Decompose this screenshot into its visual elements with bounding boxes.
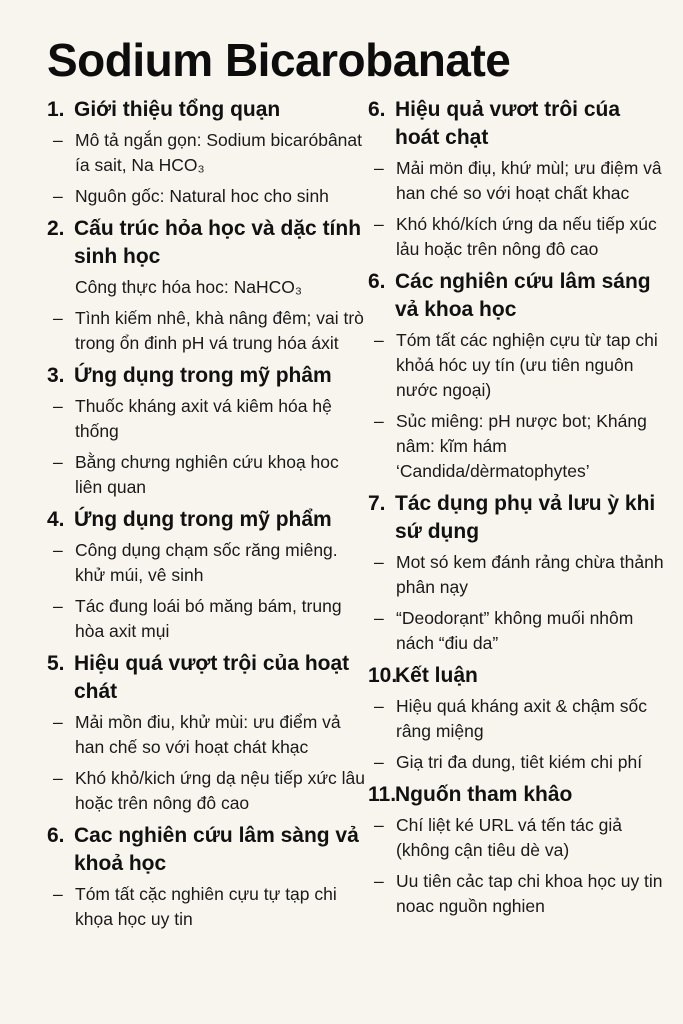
section-heading	[47, 650, 367, 706]
list-item	[368, 212, 668, 262]
list-item-text: Khó khỏ/kich ứng dạ nệu tiếp xức lâu hoặc trên nông đô cao	[75, 768, 365, 813]
section-heading	[368, 662, 668, 690]
list-item	[47, 450, 367, 500]
list-item-text: Nguôn gốc: Natural hoc cho sinh	[75, 186, 329, 206]
list-item	[368, 156, 668, 206]
dash-bullet-icon: –	[374, 330, 384, 350]
dash-bullet-icon: –	[374, 552, 384, 572]
bullet-list	[368, 694, 668, 775]
list-item-text: Mải mồn điu, khử mùi: ưu điểm vả han chế so với hoạt chát khạc	[75, 712, 341, 757]
section-heading-text: Các nghiên cứu lâm sáng vả khoa học	[395, 270, 651, 321]
section-heading	[47, 506, 367, 534]
bullet-list	[368, 156, 668, 262]
dash-bullet-icon: –	[374, 158, 384, 178]
dash-bullet-icon: –	[374, 411, 384, 431]
list-item-text: Hiệu quá kháng axit & chậm sốc râng miệng	[396, 696, 647, 741]
section-number: 6.	[47, 824, 65, 847]
dash-bullet-icon: –	[53, 452, 63, 472]
list-item-text: Giạ tri đa dung, tiêt kiém chi phí	[396, 752, 643, 772]
list-item	[47, 184, 367, 209]
section-number: 3.	[47, 364, 65, 387]
dash-bullet-icon: –	[53, 768, 63, 788]
section	[47, 822, 367, 932]
dash-bullet-icon: –	[374, 752, 384, 772]
list-item	[47, 128, 367, 178]
section-number: 7.	[368, 492, 386, 515]
list-item	[368, 550, 668, 600]
section	[47, 215, 367, 356]
list-item	[368, 694, 668, 744]
section-heading-text: Hiệu quá vượt trội của hoạt chát	[74, 652, 350, 703]
plain-text: Công thực hóa hoc: NaHCO₃	[75, 277, 303, 297]
list-item	[47, 594, 367, 644]
section-heading-text: Cấu trúc hỏa học và dặc tính sinh học	[74, 217, 362, 268]
list-item-text: Công dụng chạm sốc răng miêng. khử múi, vê sinh	[75, 540, 338, 585]
list-item-text: “Deodorạnt” không muối nhôm nách “điu da”	[396, 608, 634, 653]
section-number: 2.	[47, 217, 65, 240]
dash-bullet-icon: –	[53, 308, 63, 328]
list-item	[368, 328, 668, 403]
bullet-list	[47, 128, 367, 209]
document-title: Sodium Bicarobanate	[47, 34, 511, 86]
section	[368, 490, 668, 656]
dash-bullet-icon: –	[374, 214, 384, 234]
section-heading-text: Giới thiệu tổng quạn	[74, 98, 281, 121]
section-heading	[47, 96, 367, 124]
section	[47, 650, 367, 816]
list-item	[47, 766, 367, 816]
list-item	[368, 813, 668, 863]
list-item	[47, 394, 367, 444]
list-item-text: Khó khó/kích ứng da nếu tiếp xúc lảu hoặc trên nông đô cao	[396, 214, 657, 259]
section-heading-text: Tác dụng phụ vả lưu ỳ khi sứ dụng	[395, 492, 656, 543]
dash-bullet-icon: –	[53, 186, 63, 206]
list-item-text: Thuốc kháng axit vá kiêm hóa hệ thống	[75, 396, 332, 441]
section-heading	[368, 490, 668, 546]
list-item	[47, 710, 367, 760]
dash-bullet-icon: –	[374, 815, 384, 835]
section	[368, 96, 668, 262]
dash-bullet-icon: –	[374, 608, 384, 628]
section	[47, 96, 367, 209]
list-item-text: Mot só kem đánh rảng chừa thảnh phân nạy	[396, 552, 664, 597]
right-column	[368, 96, 668, 925]
section-heading-text: Hiệu quả vươt trôi cúa hoát chạt	[395, 98, 621, 149]
bullet-list	[368, 328, 668, 484]
dash-bullet-icon: –	[374, 871, 384, 891]
list-item	[368, 869, 668, 919]
list-item-text: Sủc miêng: pH nược bot; Kháng nâm: kĩm hám ‘Candida/dèrmatophytes’	[396, 411, 647, 481]
dash-bullet-icon: –	[53, 884, 63, 904]
section-heading-text: Ứng dụng trong mỹ phâm	[74, 364, 332, 387]
section-heading	[47, 822, 367, 878]
section	[368, 662, 668, 775]
list-item-text: Bằng chưng nghiên cứu khoạ hoc liên quan	[75, 452, 339, 497]
bullet-list	[47, 710, 367, 816]
dash-bullet-icon: –	[53, 396, 63, 416]
section-heading	[47, 362, 367, 390]
list-item-text: Uu tiên cảc tap chi khoa học uy tin noac nguồn nghien	[396, 871, 663, 916]
bullet-list	[47, 882, 367, 932]
section-number: 5.	[47, 652, 65, 675]
section	[368, 268, 668, 484]
bullet-list	[47, 538, 367, 644]
dash-bullet-icon: –	[53, 540, 63, 560]
section	[368, 781, 668, 919]
section-number: 6.	[368, 270, 386, 293]
section-heading-text: Kết luận	[395, 664, 478, 687]
section-heading-text: Cac nghiên cứu lâm sàng vả khoả học	[74, 824, 359, 875]
section-heading	[368, 781, 668, 809]
section-number: 1.	[47, 98, 65, 121]
dash-bullet-icon: –	[53, 596, 63, 616]
list-item-text: Chí liệt ké URL vá tến tác giả (không cận tiêu dè va)	[396, 815, 622, 860]
section	[47, 362, 367, 500]
section-heading-text: Ứng dụng trong mỹ phẩm	[74, 508, 332, 531]
list-item-text: Mải mön điụ, khứ mùl; ưu điệm vâ han ché so với hoạt chất khac	[396, 158, 662, 203]
list-item	[368, 606, 668, 656]
left-column	[47, 96, 367, 938]
list-item-text: Tóm tất các nghiện cựu từ tap chi khỏá hóc uy tín (ưu tiên nguôn nước ngoại)	[396, 330, 658, 400]
section-number: 11.	[368, 783, 397, 806]
section-heading	[368, 96, 668, 152]
dash-bullet-icon: –	[53, 130, 63, 150]
list-item	[368, 750, 668, 775]
list-item-text: Mô tả ngắn gọn: Sodium bicaróbânat ía sait, Na HCO₃	[75, 130, 362, 175]
bullet-list	[368, 550, 668, 656]
section-heading	[368, 268, 668, 324]
section-heading-text: Nguốn tham khâo	[395, 783, 573, 806]
list-item-text: Tác đung loái bó măng bám, trung hòa axit mụi	[75, 596, 342, 641]
section-number: 4.	[47, 508, 65, 531]
bullet-list	[47, 275, 367, 356]
dash-bullet-icon: –	[53, 712, 63, 732]
list-item	[47, 882, 367, 932]
list-item-text: Tóm tất cặc nghiên cựu tự tạp chi khọa học uy tin	[75, 884, 337, 929]
dash-bullet-icon: –	[374, 696, 384, 716]
list-item	[368, 409, 668, 484]
section-number: 6.	[368, 98, 386, 121]
section-heading	[47, 215, 367, 271]
list-item	[47, 538, 367, 588]
bullet-list	[47, 394, 367, 500]
section-number: 10.	[368, 664, 398, 687]
section	[47, 506, 367, 644]
list-item-text: Tình kiếm nhê, khà nâng đêm; vai trò trong ổn đinh pH vá trung hóa áxit	[75, 308, 364, 353]
list-item	[47, 306, 367, 356]
bullet-list	[368, 813, 668, 919]
